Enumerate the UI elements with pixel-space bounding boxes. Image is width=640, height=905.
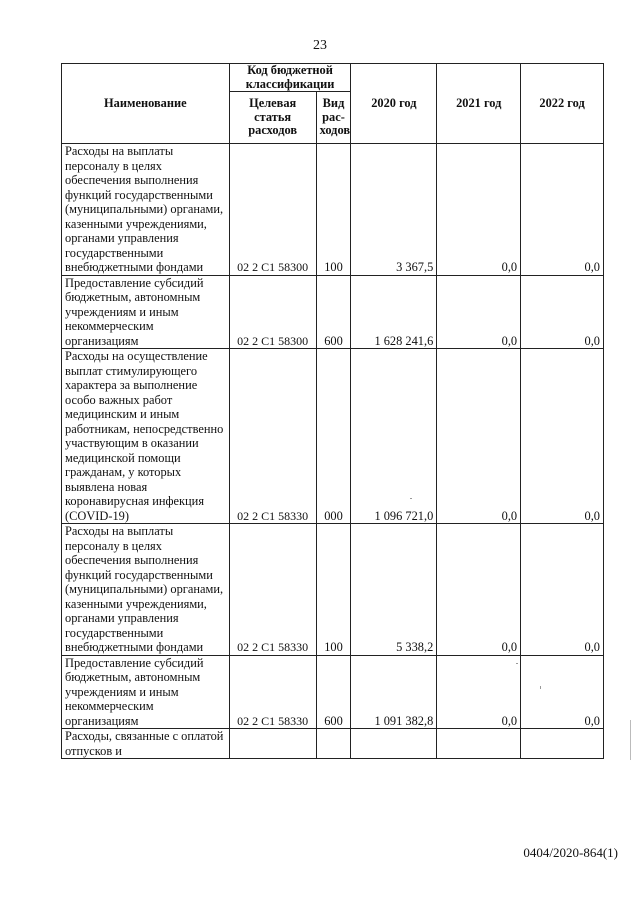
row-name: Расходы на выплаты персоналу в целях обеспечения выполнения функций государственными (муниципальными) органами, казенными учреждениями, органами управления государственными внебюджетными фондами	[62, 524, 230, 656]
header-name: Наименование	[62, 64, 230, 144]
row-value-2021	[437, 729, 521, 759]
row-target-article: 02 2 С1 58330	[229, 524, 316, 656]
row-target-article: 02 2 С1 58330	[229, 349, 316, 524]
row-value-2022: 0,0	[521, 275, 604, 349]
row-name: Предоставление субсидий бюджетным, автономным учреждениям и иным некоммерческим организациям	[62, 655, 230, 729]
row-value-2022: 0,0	[521, 349, 604, 524]
header-target-article: Целевая статья расходов	[229, 92, 316, 144]
row-expense-kind	[316, 729, 351, 759]
row-value-2020	[351, 729, 437, 759]
row-name: Расходы на выплаты персоналу в целях обеспечения выполнения функций государственными (муниципальными) органами, казенными учреждениями, органами управления государственными внебюджетными фондами	[62, 144, 230, 276]
row-value-2022: 0,0	[521, 144, 604, 276]
header-budget-code: Код бюджетной классификации	[229, 64, 351, 92]
document-code: 0404/2020-864(1)	[523, 845, 618, 860]
scan-speck	[410, 498, 412, 499]
row-name: Расходы, связанные с оплатой отпусков и	[62, 729, 230, 759]
table-row	[62, 349, 604, 524]
row-value-2020: 3 367,5	[351, 144, 437, 276]
scan-speck	[516, 663, 518, 664]
row-target-article: 02 2 С1 58330	[229, 655, 316, 729]
scan-speck	[540, 686, 541, 689]
row-value-2020: 1 096 721,0	[351, 349, 437, 524]
header-expense-kind: Вид рас-ходов	[316, 92, 351, 144]
row-value-2020: 5 338,2	[351, 524, 437, 656]
scan-speck	[630, 720, 631, 760]
row-value-2021: 0,0	[437, 144, 521, 276]
header-year-2021: 2021 год	[437, 64, 521, 144]
table-row	[62, 144, 604, 276]
row-value-2022: 0,0	[521, 524, 604, 656]
row-value-2021: 0,0	[437, 349, 521, 524]
header-year-2022: 2022 год	[521, 64, 604, 144]
row-value-2021: 0,0	[437, 524, 521, 656]
table-row	[62, 729, 604, 759]
table-row	[62, 655, 604, 729]
row-expense-kind: 600	[316, 655, 351, 729]
row-target-article	[229, 729, 316, 759]
row-expense-kind: 100	[316, 524, 351, 656]
page-number: 23	[313, 38, 327, 53]
row-expense-kind: 100	[316, 144, 351, 276]
table-row	[62, 524, 604, 656]
row-value-2021: 0,0	[437, 655, 521, 729]
row-expense-kind: 600	[316, 275, 351, 349]
row-value-2022: 0,0	[521, 655, 604, 729]
header-year-2020: 2020 год	[351, 64, 437, 144]
row-target-article: 02 2 С1 58300	[229, 275, 316, 349]
table-row	[62, 275, 604, 349]
budget-table	[61, 63, 604, 759]
row-value-2020: 1 091 382,8	[351, 655, 437, 729]
row-value-2021: 0,0	[437, 275, 521, 349]
row-target-article: 02 2 С1 58300	[229, 144, 316, 276]
row-name: Предоставление субсидий бюджетным, автономным учреждениям и иным некоммерческим организациям	[62, 275, 230, 349]
row-value-2022	[521, 729, 604, 759]
row-expense-kind: 000	[316, 349, 351, 524]
row-value-2020: 1 628 241,6	[351, 275, 437, 349]
row-name: Расходы на осуществление выплат стимулирующего характера за выполнение особо важных работ медицинским и иным работникам, непосредственно участвующим в оказании медицинской помощи гражданам, у которых выявлена новая коронавирусная инфекция (COVID-19)	[62, 349, 230, 524]
